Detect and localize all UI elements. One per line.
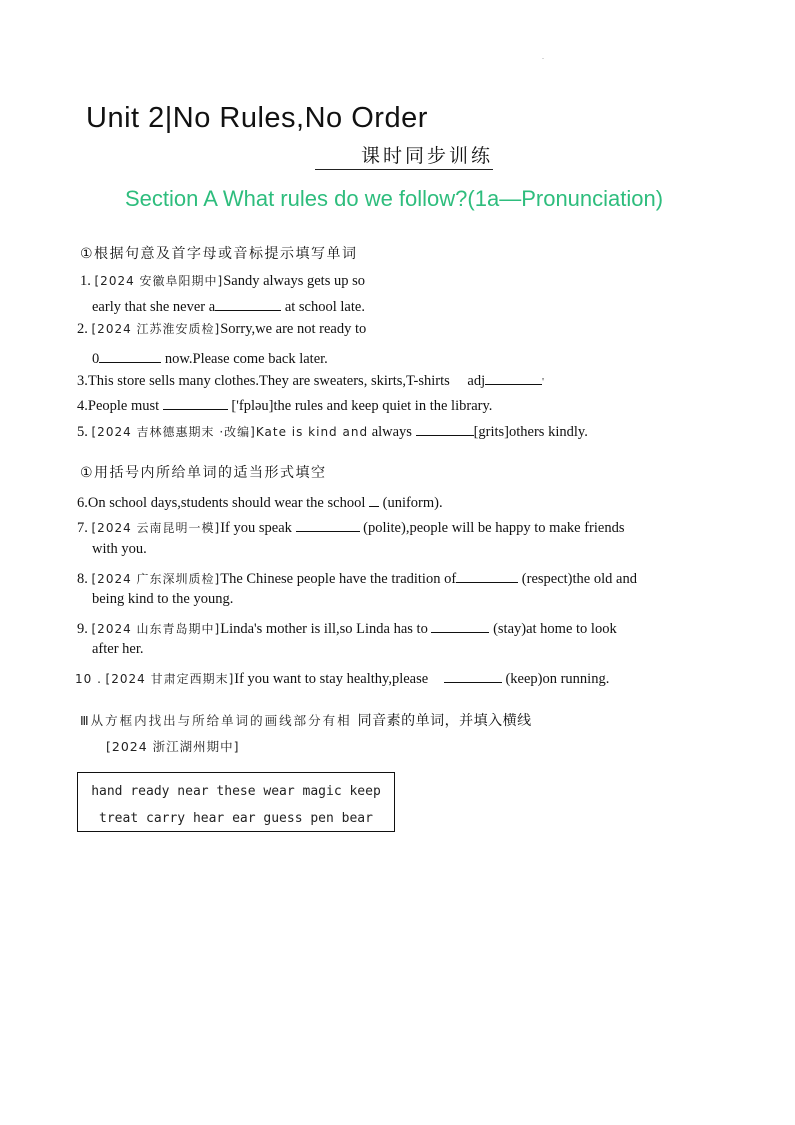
unit-title: Unit 2|No Rules,No Order xyxy=(86,102,428,134)
part3-source-tag: [2024 浙江湖州期中] xyxy=(106,739,240,754)
question-4 xyxy=(77,395,492,415)
q8-number: 8. xyxy=(77,571,88,587)
q6-text-before-blank: 6.On school days,students should wear the school xyxy=(77,495,366,511)
q2-answer-blank[interactable] xyxy=(99,348,161,363)
q6-text-after-blank: (uniform). xyxy=(382,495,443,511)
q1-number: 1. xyxy=(80,273,91,289)
question-1-line1 xyxy=(80,272,365,290)
part3-heading-part-a: Ⅲ从方框内找出与所给单词的画线部分有相 xyxy=(80,713,352,728)
q5-source-tag: [2024 吉林德惠期末 ·改编]Kate is kind and xyxy=(91,425,369,439)
q9-number: 9. xyxy=(77,621,88,637)
question-9-line1 xyxy=(77,618,617,638)
question-7-line1 xyxy=(77,517,624,537)
q2-source-tag: [2024 江苏淮安质检] xyxy=(91,322,221,336)
q9-text-before-blank: Linda's mother is ill,so Linda has to xyxy=(220,621,428,637)
part3-heading-part-b: 同音素的单词，并填入横线 xyxy=(357,713,532,729)
word-box-row-2: treat carry hear ear guess pen bear xyxy=(99,811,373,826)
q4-answer-blank[interactable] xyxy=(163,395,228,410)
q9-source-tag: [2024 山东青岛期中] xyxy=(91,622,221,636)
question-10 xyxy=(75,668,609,688)
word-box xyxy=(77,772,395,832)
question-3 xyxy=(77,370,544,390)
q5-number: 5. xyxy=(77,424,88,440)
section-title: Section A What rules do we follow?(1a—Pronunciation) xyxy=(125,186,664,211)
question-8-line2: being kind to the young. xyxy=(92,591,234,607)
q9-text-after-blank: (stay)at home to look xyxy=(493,621,617,637)
q8-text-after-blank: (respect)the old and xyxy=(521,571,637,587)
q10-text-after-blank: (keep)on running. xyxy=(505,671,610,687)
question-1-line2 xyxy=(92,296,365,316)
q10-source-tag: [2024 甘肃定西期末] xyxy=(105,672,235,686)
q1-text-before-blank: early that she never a xyxy=(92,299,216,315)
question-2-line2 xyxy=(92,348,328,368)
corner-dot: . xyxy=(542,52,544,61)
q7-number: 7. xyxy=(77,520,88,536)
q6-answer-blank[interactable] xyxy=(369,492,379,507)
q10-number: 10 . xyxy=(75,672,102,686)
q8-source-tag: [2024 广东深圳质检] xyxy=(91,572,221,586)
part1-heading: ①根据句意及首字母或音标提示填写单词 xyxy=(80,246,358,262)
q3-hint: adj xyxy=(467,373,486,389)
q7-source-tag: [2024 云南昆明一模] xyxy=(91,521,221,535)
q2-number: 2. xyxy=(77,321,88,337)
question-9-line2: after her. xyxy=(92,641,144,657)
word-box-row-1: hand ready near these wear magic keep xyxy=(91,784,381,799)
part3-heading xyxy=(80,710,532,730)
q5-text-before-blank: always xyxy=(371,424,412,440)
q1-text-after-blank: at school late. xyxy=(284,299,365,315)
question-6 xyxy=(77,492,443,512)
q7-text-after-blank: (polite),people will be happy to make friends xyxy=(363,520,625,536)
q3-mark: ' xyxy=(542,377,544,388)
q2-text: Sorry,we are not ready to xyxy=(220,321,367,337)
part2-heading: ①用括号内所给单词的适当形式填空 xyxy=(80,465,327,481)
q7-text-before-blank: If you speak xyxy=(220,520,292,536)
q1-source-tag: [2024 安徽阜阳期中] xyxy=(94,274,224,288)
q1-text: Sandy always gets up so xyxy=(223,273,365,289)
question-5 xyxy=(77,421,588,441)
question-2-line1 xyxy=(77,320,366,338)
q3-text: 3.This store sells many clothes.They are sweaters, skirts,T-shirts xyxy=(77,373,450,389)
q1-answer-blank[interactable] xyxy=(215,296,281,311)
q10-answer-blank[interactable] xyxy=(444,668,502,683)
q2-text-before-blank: 0 xyxy=(92,351,100,367)
q4-text-after-blank: ['fplǝu]the rules and keep quiet in the library. xyxy=(231,398,493,414)
q2-text-after-blank: now.Please come back later. xyxy=(164,351,328,367)
q7-answer-blank[interactable] xyxy=(296,517,360,532)
question-8-line1 xyxy=(77,568,637,588)
q5-text-after-blank: [grits]others kindly. xyxy=(473,424,588,440)
q8-answer-blank[interactable] xyxy=(456,568,518,583)
question-7-line2: with you. xyxy=(92,541,147,557)
q5-answer-blank[interactable] xyxy=(416,421,474,436)
q9-answer-blank[interactable] xyxy=(431,618,489,633)
q10-text-before-blank: If you want to stay healthy,please xyxy=(234,671,429,687)
q4-text-before-blank: 4.People must xyxy=(77,398,160,414)
q8-text-before-blank: The Chinese people have the tradition of xyxy=(220,571,457,587)
practice-subtitle: 课时同步训练 xyxy=(315,143,493,170)
q3-answer-blank[interactable] xyxy=(485,370,542,385)
